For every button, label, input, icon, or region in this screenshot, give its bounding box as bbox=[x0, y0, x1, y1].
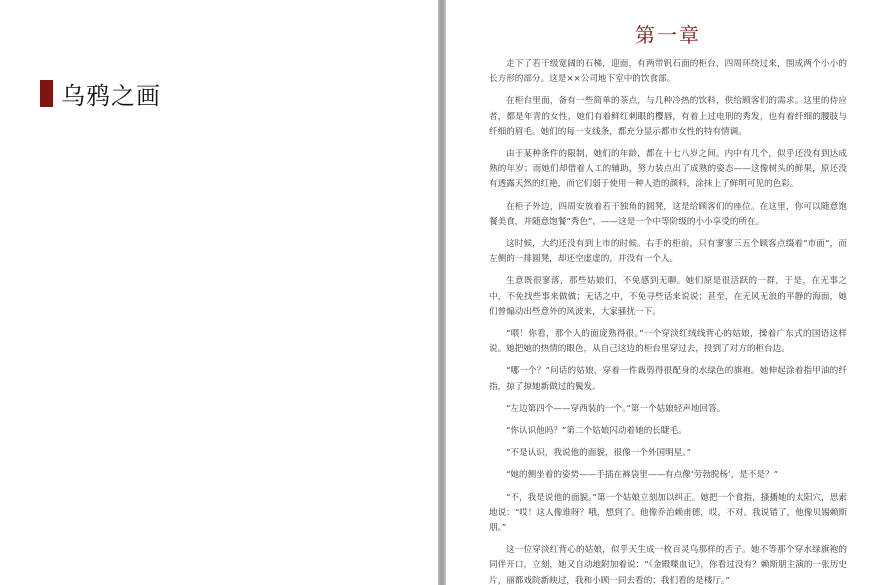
paragraph: 由于某种条件的限制，她们的年龄，都在十七八岁之间。内中有几个，似乎还没有到达成熟的年岁；而她们却借着人工的辅助，努力装点出了成熟的姿态——这像树头的鲜果，原还没有透露天然的红艳，而它们弱于使用一种人造的颜料，涂抹上了鲜明可见的色彩。 bbox=[489, 149, 847, 190]
page-gutter bbox=[438, 0, 446, 585]
chapter-title: 第一章 bbox=[635, 23, 701, 47]
book-title: 乌鸦之画 bbox=[61, 82, 161, 110]
paragraph: “不是认识，我说他的面貌，很像一个外国明星。” bbox=[506, 448, 691, 459]
paragraph: 走下了若干级宽阔的石梯，迎面，有两带钒石面的柜台，四周环绕过来，围成两个小小的长方形的部分。这是××公司地下室中的饮食部。 bbox=[489, 59, 847, 85]
paragraph: “左边第四个——穿西装的一个。”第一个姑娘轻声地回答。 bbox=[506, 403, 726, 414]
left-page bbox=[0, 0, 438, 585]
paragraph: “她的侧坐着的姿势——手插在裤袋里——有点像‘劳勃脱杨’，是不是？” bbox=[506, 470, 779, 481]
paragraph: “哪一个？”问话的姑娘，穿着一件裁剪得很配身的水绿色的旗袍。她伸起涂着指甲油的纤指，掠了掠她新做过的鬓发。 bbox=[489, 366, 847, 392]
title-accent-bar bbox=[40, 80, 53, 107]
paragraph: 生意既很寥落，那些姑娘们，不免感到无聊。她们原是很活跃的一群，于是，在无事之中，不免找些事来做做；无话之中，不免寻些话来说说；甚至，在无风无浪的平静的海面，她们曾煽动出些意外的风波来，大家骚扰一下。 bbox=[489, 276, 847, 317]
right-page[interactable] bbox=[446, 0, 890, 585]
paragraph: 这一位穿淡红背心的姑娘，似乎天生成一枚百灵鸟那样的舌子。她不等那个穿水绿旗袍的同伴开口，立刻，她又自动地附加着说：“《金殿喋血记》，你看过没有？赖斯朋主演的一张历史片，丽都戏院新映过，我和小顾一同去看的；我们看的是楼厅。” bbox=[489, 545, 847, 585]
paragraph: “不，我是说他的面貌。”第一个姑娘立刻加以纠正。她把一个食指，搔播她的太阳穴，思索地说：“哎！这人像谁呀？哦，想到了。他像乔治赖甫德，哎，不对。我说错了，他像贝锡赖斯朋。” bbox=[489, 492, 847, 534]
paragraph: “你认识他吗？”第二个姑娘闪动着她的长睫毛。 bbox=[506, 426, 687, 437]
paragraph: 在柜台里面，备有一些简单的茶点，与几种冷热的饮料，供给顾客们的需求。这里的侍应者，都是年青的女性，她们有着鲜红刺眼的樱唇，有着上过电刑的秀发，也有着纤细的腰肢与纤细的眉毛。她们的每一支线条，都充分显示都市女性的特有情调。 bbox=[489, 96, 847, 137]
paragraph: 这时候，大约还没有到上市的时候。右手的柜前，只有寥寥三五个顾客点缀着“市面”，而左侧的一排圆凳，却还空虚虚的，并没有一个人。 bbox=[489, 239, 847, 265]
paragraph: “喂！你看，那个人的面庞熟得很。”一个穿淡红绒线背心的姑娘，操着广东式的国语这样说。她把她的热情的眼色，从自己这边的柜台里穿过去，投到了对方的柜台边。 bbox=[489, 329, 847, 355]
paragraph: 在柜子外边，四周安放着若干独角的圆凳，这是给顾客们的座位。在这里，你可以随意饱餐美食，并随意饱餐“秀色”，——这是一个中等阶级的小小享受的所在。 bbox=[489, 201, 847, 227]
book-title-block bbox=[40, 76, 161, 111]
chapter-body bbox=[489, 57, 847, 585]
